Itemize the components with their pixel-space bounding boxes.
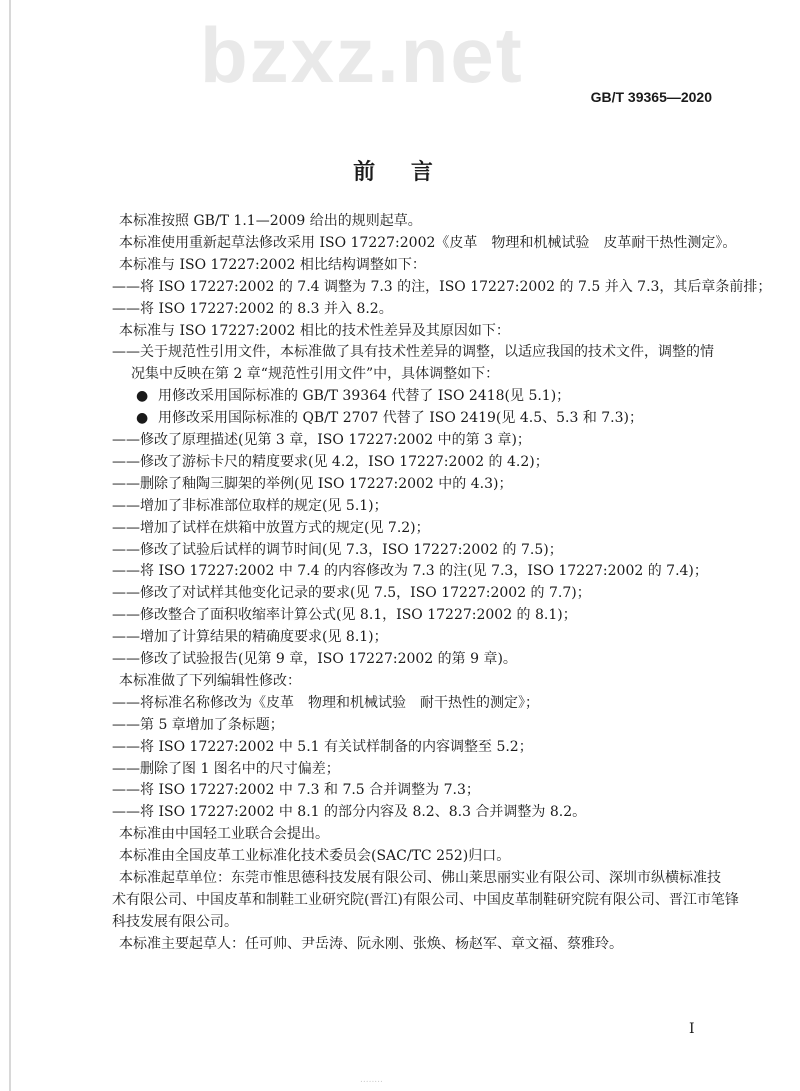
- line-text: 本标准主要起草人：任可帅、尹岳涛、阮永刚、张焕、杨赵军、章文福、蔡雅玲。: [119, 935, 623, 952]
- line-text: ——修改了试验报告(见第 9 章，ISO 17227:2002 的第 9 章)。: [112, 651, 517, 667]
- paragraph-line: [119, 869, 721, 887]
- line-text: ——修改整合了面积收缩率计算公式(见 8.1，ISO 17227:2002 的 8.1)；: [112, 607, 577, 624]
- dash-item: [112, 760, 340, 778]
- paragraph-line: [119, 825, 329, 843]
- dash-item: [112, 803, 586, 821]
- paragraph-line: [131, 365, 499, 383]
- dash-item: [112, 475, 512, 493]
- paragraph-line: [119, 322, 510, 340]
- line-text: 用修改采用国际标准的 GB/T 39364 代替了 ISO 2418(见 5.1)；: [158, 388, 571, 405]
- line-text: ——删除了图 1 图名中的尺寸偏差；: [112, 760, 340, 777]
- dash-item: [112, 716, 284, 734]
- dash-item: [112, 431, 531, 449]
- line-text: 况集中反映在第 2 章“规范性引用文件”中，具体调整如下：: [131, 366, 500, 383]
- line-text: ——将 ISO 17227:2002 中 5.1 有关试样制备的内容调整至 5.2；: [112, 738, 533, 755]
- dash-item: [112, 519, 430, 537]
- page-title: 前 言: [353, 159, 447, 185]
- dash-item: [112, 300, 393, 318]
- standard-code: GB/T 39365—2020: [590, 89, 712, 105]
- bullet-icon: ●: [136, 388, 149, 405]
- bullet-icon: ●: [136, 410, 149, 427]
- line-text: ——第 5 章增加了条标题；: [112, 716, 284, 733]
- dash-item: [112, 738, 533, 756]
- paragraph-line: [119, 672, 301, 690]
- dash-item: [112, 562, 708, 580]
- line-text: ——增加了试样在烘箱中放置方式的规定(见 7.2)；: [112, 519, 430, 536]
- dash-item: [112, 278, 771, 296]
- line-text: ——将 ISO 17227:2002 中 8.1 的部分内容及 8.2、8.3 合并调整为 8.2。: [112, 804, 587, 821]
- line-text: 本标准做了下列编辑性修改：: [119, 672, 301, 689]
- dash-item: [112, 781, 480, 799]
- line-text: 科技发展有限公司。: [112, 913, 238, 930]
- bullet-item: [136, 387, 571, 405]
- line-text: ——修改了对试样其他变化记录的要求(见 7.5，ISO 17227:2002 的 7.7)；: [112, 585, 591, 602]
- line-text: 本标准按照 GB/T 1.1—2009 给出的规则起草。: [119, 213, 422, 229]
- line-text: 本标准使用重新起草法修改采用 ISO 17227:2002《皮革 物理和机械试验 皮革耐干热性测定》。: [119, 234, 737, 251]
- line-text: ——修改了原理描述(见第 3 章，ISO 17227:2002 中的第 3 章)；: [112, 432, 531, 448]
- line-text: ——将 ISO 17227:2002 中 7.4 的内容修改为 7.3 的注(见 7.3，ISO 17227:2002 的 7.4)；: [112, 563, 708, 580]
- line-text: ——将标准名称修改为《皮革 物理和机械试验 耐干热性的测定》；: [112, 694, 539, 711]
- dash-item: [112, 584, 591, 602]
- line-text: 本标准由中国轻工业联合会提出。: [119, 826, 329, 843]
- dash-item: [112, 497, 388, 515]
- paragraph-line: [112, 891, 739, 909]
- line-text: ——将 ISO 17227:2002 中 7.3 和 7.5 合并调整为 7.3；: [112, 782, 480, 799]
- dash-item: [112, 606, 577, 624]
- dash-item: [112, 650, 517, 668]
- paragraph-line: [119, 847, 510, 865]
- line-text: ——增加了计算结果的精确度要求(见 8.1)；: [112, 629, 388, 646]
- line-text: ——修改了试验后试样的调节时间(见 7.3，ISO 17227:2002 的 7.5)；: [112, 541, 563, 558]
- line-text: 用修改采用国际标准的 QB/T 2707 代替了 ISO 2419(见 4.5、5.3 和 7.3)；: [158, 410, 643, 427]
- line-text: ——将 ISO 17227:2002 的 8.3 并入 8.2。: [112, 300, 393, 317]
- line-text: 本标准与 ISO 17227:2002 相比的技术性差异及其原因如下：: [119, 322, 510, 339]
- line-text: ——删除了釉陶三脚架的举例(见 ISO 17227:2002 中的 4.3)；: [112, 475, 513, 492]
- line-text: ——增加了非标准部位取样的规定(见 5.1)；: [112, 497, 388, 514]
- footer-text: ........: [360, 1075, 383, 1085]
- line-text: 本标准起草单位：东莞市惟思德科技发展有限公司、佛山莱思丽实业有限公司、深圳市纵横标准技: [119, 870, 721, 886]
- watermark: bzxz.net: [200, 11, 524, 99]
- paragraph-line: [119, 256, 426, 274]
- dash-item: [112, 913, 238, 931]
- paragraph-line: [119, 935, 623, 953]
- paragraph-line: [119, 234, 736, 252]
- line-text: 本标准与 ISO 17227:2002 相比结构调整如下：: [119, 256, 426, 273]
- dash-item: [112, 541, 563, 559]
- line-text: 本标准由全国皮革工业标准化技术委员会(SAC/TC 252)归口。: [119, 848, 511, 865]
- bullet-item: [136, 409, 643, 427]
- line-text: 术有限公司、中国皮革和制鞋工业研究院(晋江)有限公司、中国皮革制鞋研究院有限公司、晋江市笔锋: [112, 891, 739, 908]
- dash-item: [112, 343, 714, 361]
- paragraph-line: [119, 212, 422, 230]
- line-text: ——修改了游标卡尺的精度要求(见 4.2，ISO 17227:2002 的 4.2)；: [112, 453, 549, 470]
- page-number: I: [689, 1021, 695, 1037]
- line-text: ——关于规范性引用文件，本标准做了具有技术性差异的调整，以适应我国的技术文件，调整的情: [112, 344, 714, 361]
- line-text: ——将 ISO 17227:2002 的 7.4 调整为 7.3 的注，ISO 17227:2002 的 7.5 并入 7.3，其后章条前排；: [112, 278, 772, 295]
- dash-item: [112, 694, 539, 712]
- dash-item: [112, 628, 388, 646]
- dash-item: [112, 453, 549, 471]
